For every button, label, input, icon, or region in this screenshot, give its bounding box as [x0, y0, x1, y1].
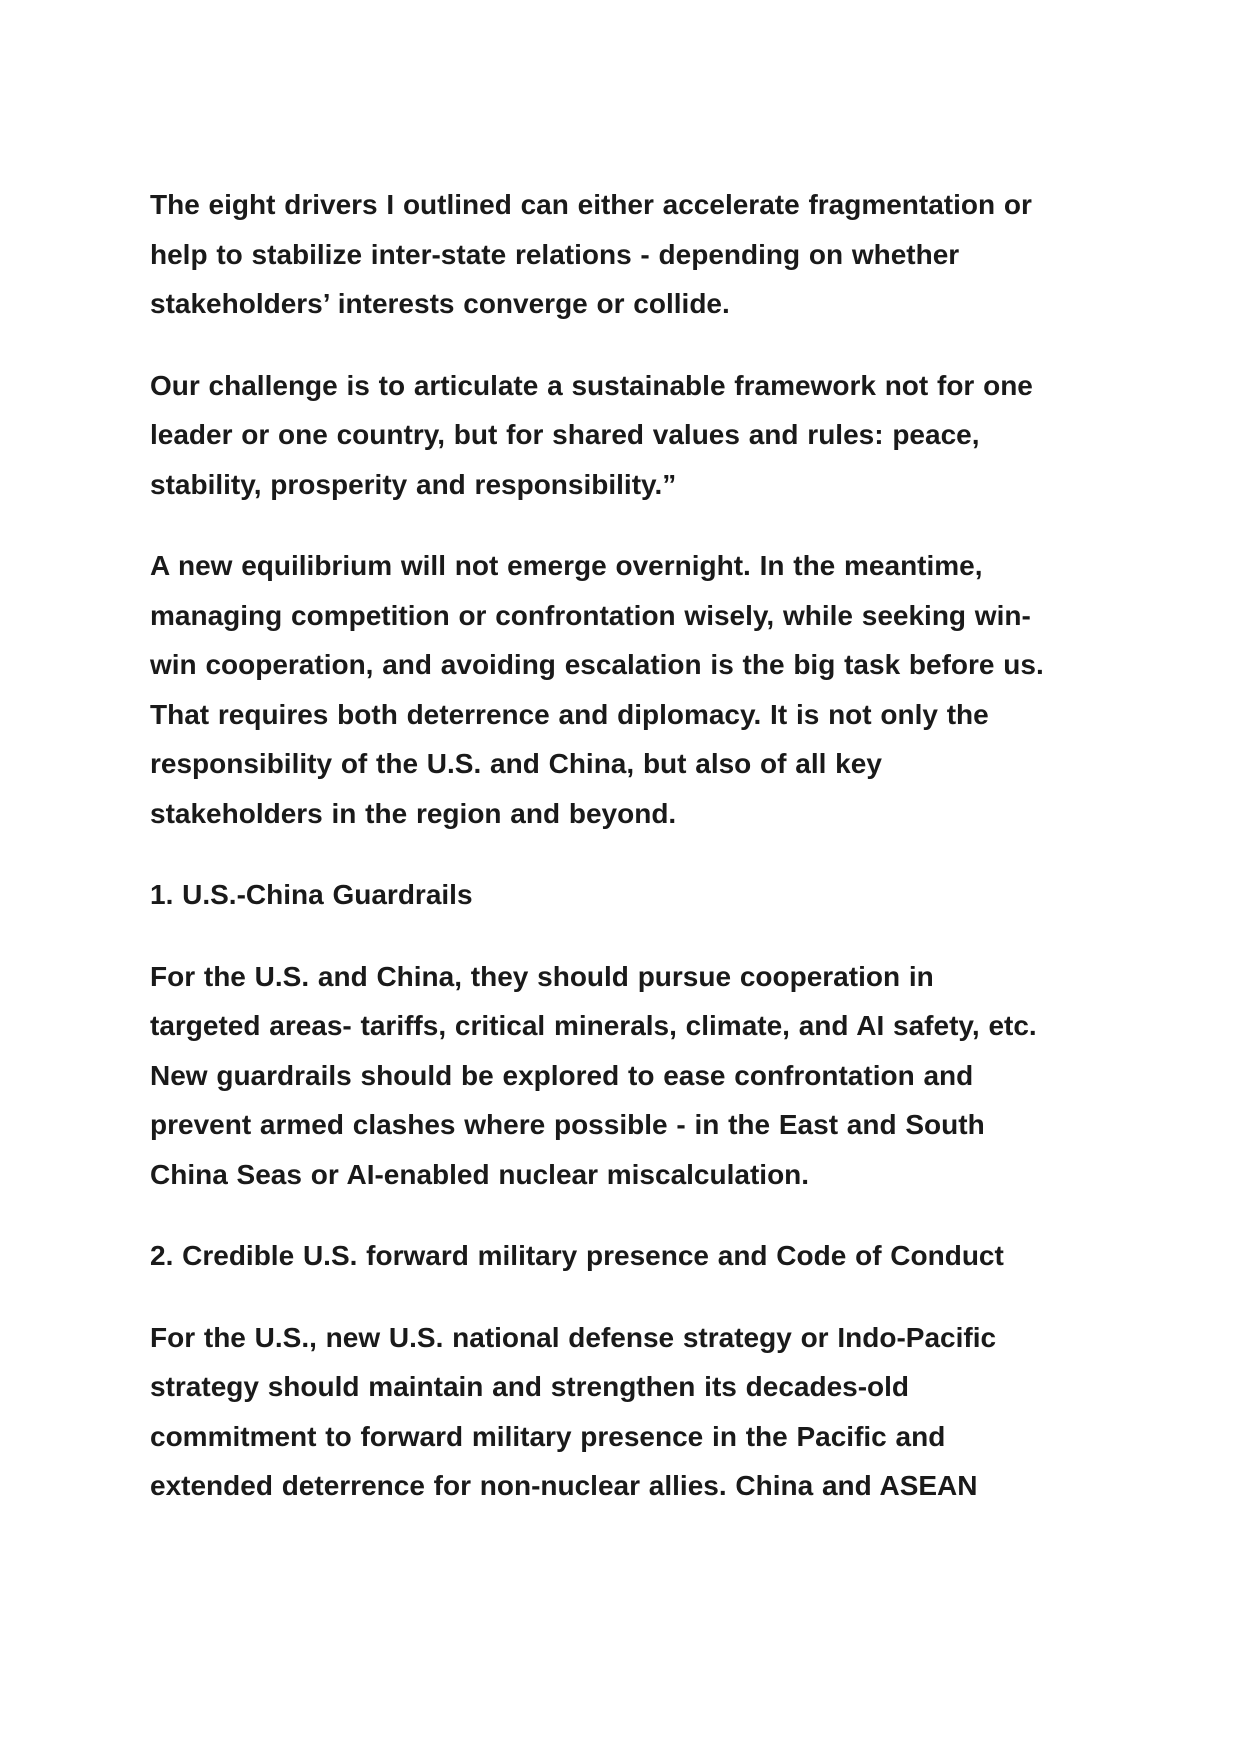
text-line: A new equilibrium will not emerge overnight. In the meantime, — [150, 550, 983, 581]
text-line: New guardrails should be explored to ease confrontation and — [150, 1059, 974, 1091]
text-line: That requires both deterrence and diplomacy. It is not only the — [150, 698, 989, 730]
text-line: For the U.S. and China, they should pursue cooperation in — [150, 960, 934, 992]
text-line: responsibility of the U.S. and China, but also of all key — [150, 748, 882, 779]
paragraph-new-equilibrium — [150, 541, 1144, 838]
text-line: For the U.S., new U.S. national defense strategy or Indo-Pacific — [150, 1321, 997, 1353]
text-line: strategy should maintain and strengthen its decades-old — [150, 1371, 910, 1402]
paragraph-guardrails-detail — [150, 952, 1144, 1200]
text-line: help to stabilize inter-state relations - depending on whether — [150, 238, 960, 270]
heading-line: 1. U.S.-China Guardrails — [150, 879, 473, 910]
heading-line: 2. Credible U.S. forward military presence and Code of Conduct — [150, 1240, 1004, 1271]
text-line: The eight drivers I outlined can either accelerate fragmentation or — [150, 189, 1032, 220]
paragraph-intro-drivers — [150, 180, 1144, 329]
heading-us-china-guardrails — [150, 870, 1144, 920]
text-line: Our challenge is to articulate a sustainable framework not for one — [150, 369, 1033, 401]
heading-forward-presence — [150, 1231, 1144, 1281]
text-line: prevent armed clashes where possible - in the East and South — [150, 1109, 985, 1140]
text-line: win cooperation, and avoiding escalation is the big task before us. — [150, 649, 1044, 680]
text-line: managing competition or confrontation wisely, while seeking win- — [150, 599, 1031, 631]
text-line: targeted areas- tariffs, critical minerals, climate, and AI safety, etc. — [150, 1010, 1037, 1041]
paragraph-challenge — [150, 361, 1144, 510]
text-line: commitment to forward military presence in the Pacific and — [150, 1420, 946, 1452]
text-line: stability, prosperity and responsibility.” — [150, 468, 677, 500]
text-line: leader or one country, but for shared values and rules: peace, — [150, 419, 980, 450]
text-line: stakeholders in the region and beyond. — [150, 797, 677, 829]
text-line: stakeholders’ interests converge or collide. — [150, 288, 730, 319]
text-line: China Seas or AI-enabled nuclear miscalculation. — [150, 1158, 810, 1190]
text-line: extended deterrence for non-nuclear allies. China and ASEAN — [150, 1470, 978, 1501]
paragraph-defense-strategy — [150, 1313, 1144, 1511]
